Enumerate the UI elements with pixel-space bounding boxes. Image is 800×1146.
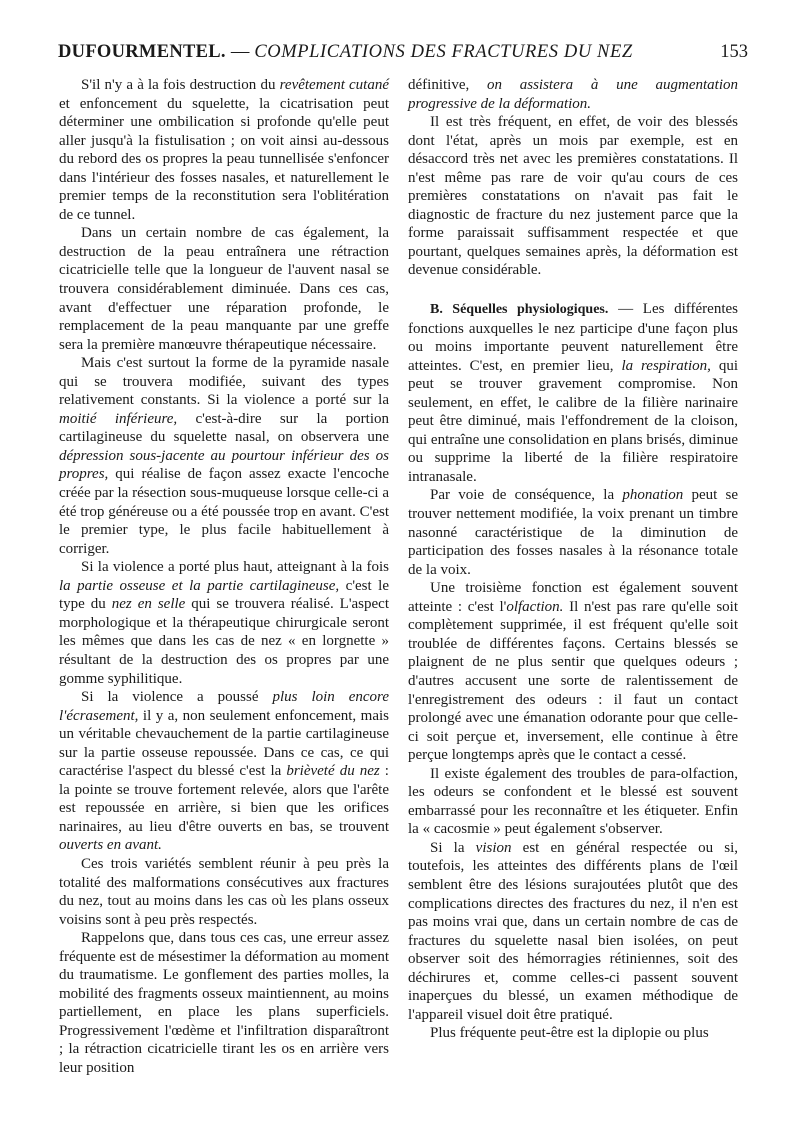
paragraph: Si la violence a poussé plus loin encore l'écrasement, il y a, non seulement enfoncement, mais un véritable chevauchement de la partie cartilagineuse sur la partie osseuse repoussée. Dans ce cas, ce qui caractérise l'aspect du blessé c'est la brièveté du nez : la pointe se trouve fortement relevée, alors que l'arête est repoussée en arrière, si bien que les orifices narinaires, au lieu d'être ouverts en bas, se trouvent ouverts en avant. — [59, 689, 389, 854]
header-separator: — — [230, 42, 250, 62]
left-column — [59, 76, 389, 1078]
paragraph: S'il n'y a à la fois destruction du revêtement cutané et enfoncement du squelette, la cicatrisation peut déterminer une ombilication si profonde qu'elle peut aller jusqu'à la fistulisation ; on voit ainsi au-dessous du rebord des os propres la peau tunnellisée s'enfoncer dans l'intérieur des fosses nasales, et naturellement le premier temps de la reconstitution sera l'oblitération de ce tunnel. — [59, 77, 389, 223]
paragraph: Mais c'est surtout la forme de la pyramide nasale qui se trouvera modifiée, suivant des types relativement constants. Si la violence a porté sur la moitié inférieure, c'est-à-dire sur la portion cartilagineuse du squelette nasal, on observera une dépression sous-jacente au pourtour inférieur des os propres, qui réalise de façon assez exacte l'encoche créée par la résection sous-muqueuse lorsque celle-ci a été trop généreuse ou a été poussée trop en avant. C'est le premier type, le plus facile habituellement à corriger. — [59, 355, 389, 557]
paragraph: Dans un certain nombre de cas également, la destruction de la peau entraînera une rétraction cicatricielle telle que la longueur de l'auvent nasal se trouvera considérablement diminuée. Dans ces cas, avant d'effectuer une réparation profonde, le remplacement de la peau manquante par une greffe sera la première manœuvre thérapeutique nécessaire. — [59, 225, 389, 353]
paragraph: Par voie de conséquence, la phonation peut se trouver nettement modifiée, la voix prenant un timbre nasonné caractéristique de la diminution de participation des fosses nasales à la résonance totale de la voix. — [408, 487, 738, 578]
paragraph: Une troisième fonction est également souvent atteinte : c'est l'olfaction. Il n'est pas rare qu'elle soit complètement supprimée, il est fréquent qu'elle soit troublée de différentes façons. Certains blessés se plaignent de ne plus sentir que quelques odeurs ; d'autres accusent une sorte de ralentissement de l'enregistrement des odeurs : il faut un contact prolongé avec une émanation odorante pour que celle-ci soit perçue et, inversement, elle continue à être perçue longtemps après que le contact a cessé. — [408, 580, 738, 764]
paragraph: Il est très fréquent, en effet, de voir des blessés dont l'état, après un mois par exemple, est en désaccord très net avec les premières constatations. Il n'est même pas rare de voir qu'au cours de ces premières constatations on n'avait pas fait le diagnostic de fracture du nez justement parce que la forme paraissait suffisamment respectée et que pourtant, quelques semaines après, la déformation est devenue considérable. — [408, 114, 738, 279]
paragraph: Rappelons que, dans tous ces cas, une erreur assez fréquente est de mésestimer la déformation au moment du traumatisme. Le gonflement des parties molles, la mobilité des fragments osseux maintiennent, au moins partiellement, en place les plans superficiels. Progressivement l'œdème et l'infiltration disparaîtront ; la rétraction cicatricielle tirant les os en arrière vers leur position — [59, 930, 389, 1076]
header-author: DUFOURMENTEL. — [58, 42, 226, 62]
section-heading: B. Séquelles physiologiques. — [430, 302, 609, 318]
paragraph: Si la vision est en général respectée ou si, toutefois, les atteintes des différents plans de l'œil semblent être des lésions surajoutées plutôt que des complications directes des fractures du nez, il n'en est pas moins vrai que, dans un certain nombre de cas de fractures du squelette nasal bien isolées, on peut observer soit des hémorragies rétiniennes, soit des déchirures et, comme celles-ci passent souvent inaperçues du blessé, un examen méthodique de l'appareil visuel doit être pratiqué. — [408, 839, 738, 1023]
right-column — [408, 76, 738, 1043]
header-title: COMPLICATIONS DES FRACTURES DU NEZ — [254, 42, 633, 62]
paragraph: Ces trois variétés semblent réunir à peu près la totalité des malformations consécutives aux fractures du nez, tout au moins dans les cas où les plans osseux voisins sont à peu près respectés. — [59, 855, 389, 928]
paragraph: Si la violence a porté plus haut, atteignant à la fois la partie osseuse et la partie cartilagineuse, c'est le type du nez en selle qui se trouvera réalisé. L'aspect morphologique et la thérapeutique chirurgicale seront les mêmes que dans les cas de nez « en lorgnette » résultant de la destruction des os propres par une gomme syphilitique. — [59, 559, 390, 687]
page-number: 153 — [720, 42, 748, 62]
section-paragraph: B. Séquelles physiologiques. — Les différentes fonctions auxquelles le nez participe d'une façon plus ou moins importante peuvent naturellement être atteintes. C'est, en premier lieu, la respiration, qui peut se trouver gravement compromise. Non seulement, en effet, le calibre de la filière narinaire peut être diminué, mais l'effondrement de la cloison, qui entraîne une consolidation en plans brisés, diminue ou supprime la liberté de la filière respiratoire intranasale. — [408, 301, 738, 485]
paragraph: Plus fréquente peut-être est la diplopie ou plus — [430, 1025, 709, 1042]
paragraph: définitive, on assistera à une augmentation progressive de la déformation. — [408, 77, 738, 112]
paragraph: Il existe également des troubles de para-olfaction, les odeurs se confondent et le blessé est souvent embarrassé pour les reconnaître et les étiqueter. Enfin la « cacosmie » peut également s'observer. — [408, 765, 738, 838]
running-header — [58, 42, 748, 70]
